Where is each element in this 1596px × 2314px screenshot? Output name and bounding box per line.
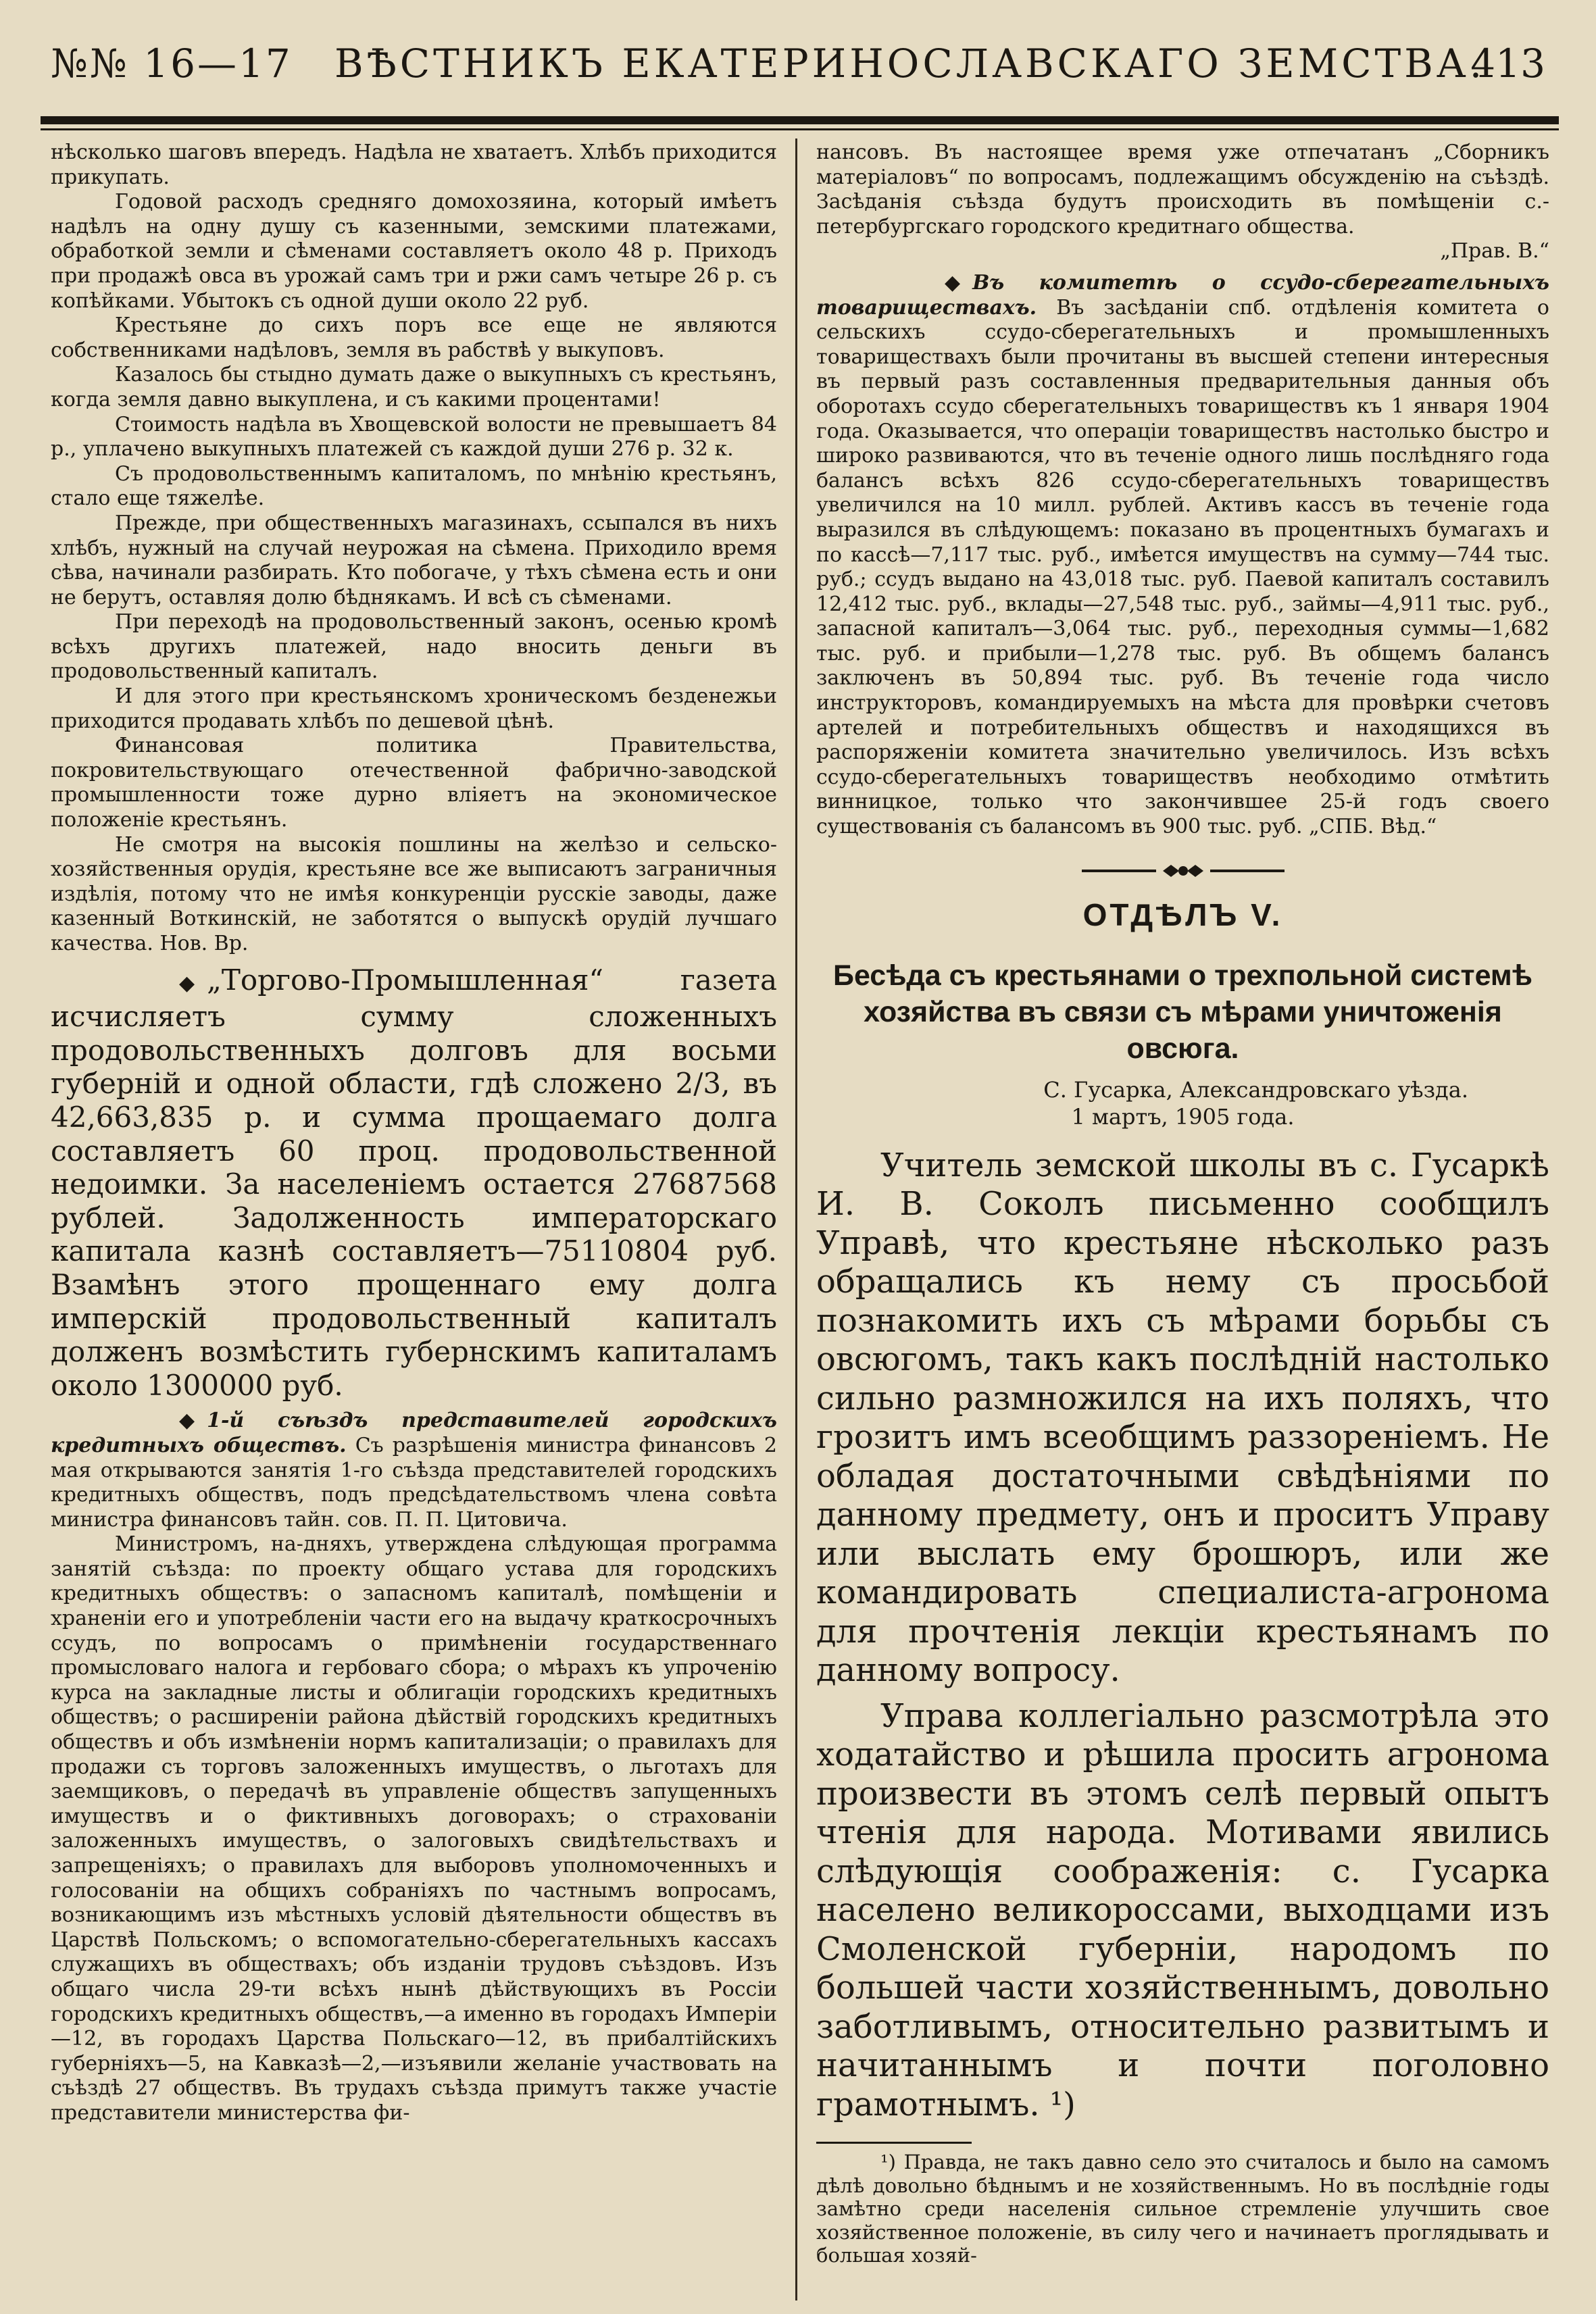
right-column (816, 141, 1549, 2299)
article-dateline-date: 1 мартъ, 1905 года. (1071, 1103, 1295, 1130)
ornament-svg (1082, 862, 1285, 880)
decorative-rule-ornament (816, 859, 1549, 886)
column-divider (795, 139, 797, 2300)
paragraph: Съ продовольственнымъ капиталомъ, по мнѣнію крестьянъ, стало еще тяжелѣе. (51, 461, 777, 511)
article-title: Бесѣда съ крестьянами о трехпольной системѣ хозяйства въ связи съ мѣрами уничтоженія овсюга. (833, 959, 1532, 1065)
paragraph-text: „Торгово-Промышленная“ газета исчисляетъ сумму сложенныхъ продовольственныхъ долговъ для восьми губерній и одной области, гдѣ сложено 2/3, въ 42,663,835 р. и сумма прощаемаго долга составляетъ 60 проц. продовольственной недоимки. За населеніемъ остается 27687568 рублей. Задолженность императорскаго капитала казнѣ составляетъ—75110804 руб. Взамѣнъ этого прощеннаго ему долга имперскій продовольственный капиталъ долженъ возмѣстить губернскимъ капиталамъ около 1300000 руб. (51, 963, 777, 1402)
paragraph: нансовъ. Въ настоящее время уже отпечатанъ „Сборникъ матеріаловъ“ по вопросамъ, подлежащимъ обсужденію на съѣздѣ. Засѣданія съѣзда будутъ происходить въ помѣщеніи с.-петербургскаго городского кредитнаго общества. (816, 141, 1549, 238)
paragraph-text: Не смотря на высокія пошлины на желѣзо и сельско-хозяйственныя орудія, крестьяне все же выписаютъ заграничныя издѣлія, потому что не имѣя конкуренціи русскіе заводы, даже казенный Воткинскій, не заботятся о выпускѣ орудій лучшаго качества. (51, 832, 777, 955)
page-number: 413 (1470, 41, 1545, 86)
journal-title: ВѢСТНИКЪ ЕКАТЕРИНОСЛАВСКАГО ЗЕМСТВА. (334, 41, 1486, 86)
paragraph: Крестьяне до сихъ поръ все еще не являются собственниками надѣловъ, земля въ рабствѣ у выкуповъ. (51, 313, 777, 362)
source-attribution: Нов. Вр. (159, 932, 249, 955)
paragraph: Стоимость надѣла въ Хвощевской волости не превышаетъ 84 р., уплачено выкупныхъ платежей съ каждой души 276 р. 32 к. (51, 412, 777, 461)
paragraph-text: Въ засѣданіи спб. отдѣленія комитета о сельскихъ ссудо-сберегательныхъ и промышленныхъ товариществахъ были прочитаны въ высшей степени интересныя въ первый разъ составленныя предварительныя данныя объ оборотахъ ссудо сберегательныхъ товариществъ къ 1 января 1904 года. Оказывается, что операціи товариществъ настолько быстро и широко развиваются, что въ теченіе одного лишь послѣдняго года балансъ всѣхъ 826 ссудо-сберегательныхъ товариществъ увеличился на 10 милл. рублей. Активъ кассъ въ теченіе года выразился въ слѣдующемъ: показано въ процентныхъ бумагахъ и по кассѣ—7,117 тыс. руб., имѣется имуществъ на сумму—744 тыс. руб.; ссудъ выдано на 43,018 тыс. руб. Паевой капиталъ составилъ 12,412 тыс. руб., вклады—27,548 тыс. руб., займы—4,911 тыс. руб., запасной капиталъ—3,064 тыс. руб., переходныя суммы—1,682 тыс. руб. и прибыли—1,278 тыс. руб. Въ общемъ балансъ заключенъ въ 50,894 тыс. руб. Въ теченіе года число инструкторовъ, командируемыхъ на мѣста для провѣрки счетовъ артелей и потребительныхъ обществъ и находящихся въ распоряженіи комитета значительно увеличилось. Изъ всѣхъ ссудо-сберегательныхъ товариществъ необходимо отмѣтить винницкое, только что закончившее 25-й годъ своего существованія съ балансомъ въ 900 тыс. руб. (816, 295, 1549, 839)
article-dateline-place: С. Гусарка, Александровскаго уѣзда. (1043, 1076, 1468, 1103)
paragraph (51, 833, 777, 957)
paragraph: Учитель земской школы въ с. Гусаркѣ И. В. Соколъ письменно сообщилъ Управѣ, что крестьяне нѣсколько разъ обращались къ нему съ просьбой познакомить ихъ съ мѣрами борьбы съ овсюгомъ, такъ какъ послѣдній настолько сильно размножился на ихъ поляхъ, что грозитъ имъ всеобщимъ раззореніемъ. Не обладая достаточными свѣдѣніями по данному предмету, онъ и проситъ Управу или выслать ему брошюръ, или же командировать специалиста-агронома для прочтенія лекціи крестьянамъ по данному вопросу. (816, 1146, 1549, 1690)
paragraph: нѣсколько шаговъ впередъ. Надѣла не хватаетъ. Хлѣбъ приходится прикупать. (51, 141, 777, 189)
source-attribution: „Прав. В.“ (1440, 239, 1549, 263)
header-rule-thin (41, 128, 1559, 130)
item-heading: Въ комитетѣ о ссудо-сберегательныхъ товариществахъ. (816, 270, 1549, 320)
paragraph: Управа коллегіально разсмотрѣла это ходатайство и рѣшила просить агронома произвести въ этомъ селѣ первый опытъ чтенія для народа. Мотивами явились слѣдующія соображенія: с. Гусарка населено великороссами, выходцами изъ Смоленской губерніи, народомъ по большей части хозяйственнымъ, довольно заботливымъ, относительно развитымъ и начитаннымъ и почти поголовно грамотнымъ. ¹) (816, 1696, 1549, 2123)
footnote-rule (816, 2142, 972, 2144)
header-rule-thick (41, 116, 1559, 124)
paragraph: Годовой расходъ средняго домохозяина, который имѣетъ надѣлъ на одну душу съ казенными, земскими платежами, обработкой земли и сѣменами составляетъ около 48 р. Приходъ при продажѣ овса въ урожай самъ три и ржи самъ четыре 26 р. съ копѣйками. Убытокъ съ одной души около 22 руб. (51, 190, 777, 313)
paragraph: Министромъ, на-дняхъ, утверждена слѣдующая программа занятій съѣзда: по проекту общаго устава для городскихъ кредитныхъ обществъ: о запасномъ капиталѣ, помѣщеніи и храненіи его и употребленіи части его на выдачу краткосрочныхъ ссудъ, по вопросамъ о примѣненіи государственнаго промысловаго налога и гербоваго сбора; о мѣрахъ къ упроченію курса на закладные листы и облигаціи городскихъ кредитныхъ обществъ; о расширеніи района дѣйствій городскихъ кредитныхъ обществъ и объ измѣненіи нормъ капитализаціи; о правилахъ для продажи съ торговъ заложенныхъ имуществъ, о льготахъ для заемщиковъ, о передачѣ въ управленіе обществъ запущенныхъ имуществъ и о фиктивныхъ договорахъ; о страхованіи заложенныхъ имуществъ, о залоговыхъ свидѣтельствахъ и запрещеніяхъ; о правилахъ для выборовъ уполномоченныхъ и голосованіи на общихъ собраніяхъ по частнымъ вопросамъ, возникающимъ изъ мѣстныхъ условій дѣятельности обществъ въ Царствѣ Польскомъ; о вспомогательно-сберегательныхъ кассахъ служащихъ въ обществахъ; объ изданіи трудовъ съѣздовъ. Изъ общаго числа 29-ти всѣхъ нынѣ дѣйствующихъ въ Россіи городскихъ кредитныхъ обществъ,—а именно въ городахъ Имперіи—12, въ городахъ Царства Польскаго—12, въ прибалтійскихъ губерніяхъ—5, на Кавказѣ—2,—изъявили желаніе участвовать на съѣздѣ 27 обществъ. Въ трудахъ съѣзда примутъ также участіе представители министерства фи- (51, 1532, 777, 2125)
paragraph: Казалось бы стыдно думать даже о выкупныхъ съ крестьянъ, когда земля давно выкуплена, и съ какими процентами! (51, 363, 777, 411)
pointing-hand-icon: ◆ (179, 1409, 195, 1433)
paragraph: И для этого при крестьянскомъ хроническомъ безденежьи приходится продавать хлѣбъ по дешевой цѣнѣ. (51, 684, 777, 733)
pointing-hand-icon: ◆ (945, 270, 961, 295)
paragraph-text: Съ разрѣшенія министра финансовъ 2 мая открываются занятія 1-го съѣзда представителей городскихъ кредитныхъ обществъ, подъ предсѣдательствомъ члена совѣта министра финансовъ тайн. сов. П. П. Цитовича. (51, 1433, 777, 1532)
paragraph: Прежде, при общественныхъ магазинахъ, ссыпался въ нихъ хлѣбъ, нужный на случай неурожая на сѣмена. Приходило время сѣва, начинали разбирать. Кто побогаче, у тѣхъ сѣмена есть и они не берутъ, оставляя долю бѣднякамъ. И всѣ съ сѣменами. (51, 511, 777, 609)
source-attribution: „СПБ. Вѣд.“ (1309, 815, 1437, 839)
section-title: ОТДѢЛЪ V. (1082, 897, 1283, 932)
paragraph (816, 271, 1549, 840)
left-column (51, 141, 777, 2299)
running-header (51, 41, 1545, 101)
item-heading: 1-й съѣздъ представителей городскихъ кредитныхъ обществъ. (51, 1409, 777, 1457)
paragraph (51, 1409, 777, 1532)
paragraph: Финансовая политика Правительства, покровительствующаго отечественной фабрично-заводской промышленности тоже дурно вліяетъ на экономическое положеніе крестьянъ. (51, 734, 777, 832)
paragraph (51, 963, 777, 1403)
issue-number: №№ 16—17 (51, 41, 293, 86)
paragraph: При переходѣ на продовольственный законъ, осенью кромѣ всѣхъ другихъ платежей, надо вносить деньги въ продовольственный капиталъ. (51, 610, 777, 684)
pointing-hand-icon: ◆ (179, 971, 195, 995)
footnote: ¹) Правда, не такъ давно село это считалось и было на самомъ дѣлѣ довольно бѣднымъ и не хозяйственнымъ. Но въ послѣдніе годы замѣтно среди населенія сильное стремленіе улучшить свое хозяйственное положеніе, въ силу чего и начинаетъ проглядывать и большая хозяй- (816, 2150, 1549, 2267)
